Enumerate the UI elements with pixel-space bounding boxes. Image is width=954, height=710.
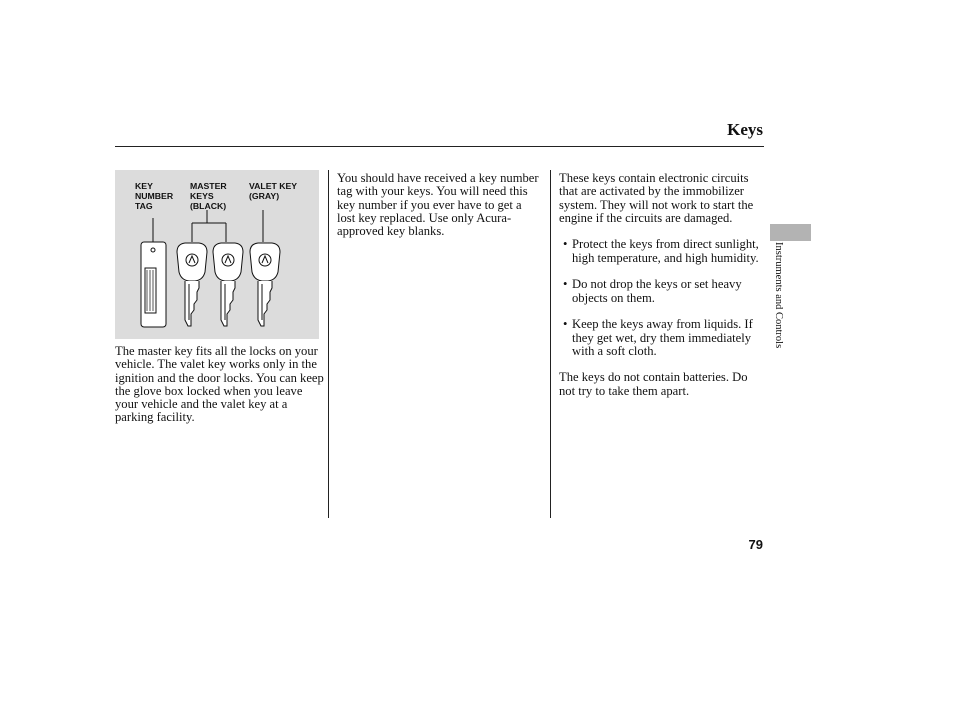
header-rule bbox=[115, 146, 764, 147]
keys-drawing bbox=[115, 170, 319, 339]
electronic-circuits-paragraph: These keys contain electronic circuits that are activated by the immobilizer system. They will not work to start the engine if the circuits are damaged. bbox=[559, 171, 754, 225]
label-master-keys: MASTER KEYS (BLACK) bbox=[190, 181, 227, 211]
list-item: • Protect the keys from direct sunlight, high temperature, and high humidity. bbox=[563, 237, 759, 265]
batteries-paragraph: The keys do not contain batteries. Do not try to take them apart. bbox=[559, 370, 748, 398]
column-divider-1 bbox=[328, 170, 329, 518]
section-label: Instruments and Controls bbox=[773, 242, 784, 349]
valet-key bbox=[250, 243, 280, 326]
section-tab bbox=[770, 224, 811, 241]
page-title: Keys bbox=[727, 120, 763, 139]
column-1 bbox=[115, 345, 325, 438]
label-valet-key: VALET KEY (GRAY) bbox=[249, 181, 298, 201]
precautions-list bbox=[559, 238, 764, 358]
column-3 bbox=[559, 172, 764, 411]
keys-illustration bbox=[115, 170, 319, 339]
column-divider-2 bbox=[550, 170, 551, 518]
label-key-number-tag: KEY NUMBER TAG bbox=[135, 181, 174, 211]
column-2 bbox=[337, 172, 542, 252]
master-key-paragraph: The master key fits all the locks on your vehicle. The valet key works only in the ignition and the door locks. You can keep the glove box locked when you leave your vehicle and the valet key at a parking facility. bbox=[115, 344, 324, 425]
master-key-2 bbox=[213, 243, 243, 326]
list-item: • Keep the keys away from liquids. If they get wet, dry them immediately with a soft cloth. bbox=[563, 317, 753, 358]
master-key-1 bbox=[177, 243, 207, 326]
page-number: 79 bbox=[748, 537, 763, 552]
list-item: • Do not drop the keys or set heavy objects on them. bbox=[563, 277, 742, 305]
key-number-paragraph: You should have received a key number tag with your keys. You will need this key number if you ever have to get a lost key replaced. Use only Acura-approved key blanks. bbox=[337, 171, 539, 239]
